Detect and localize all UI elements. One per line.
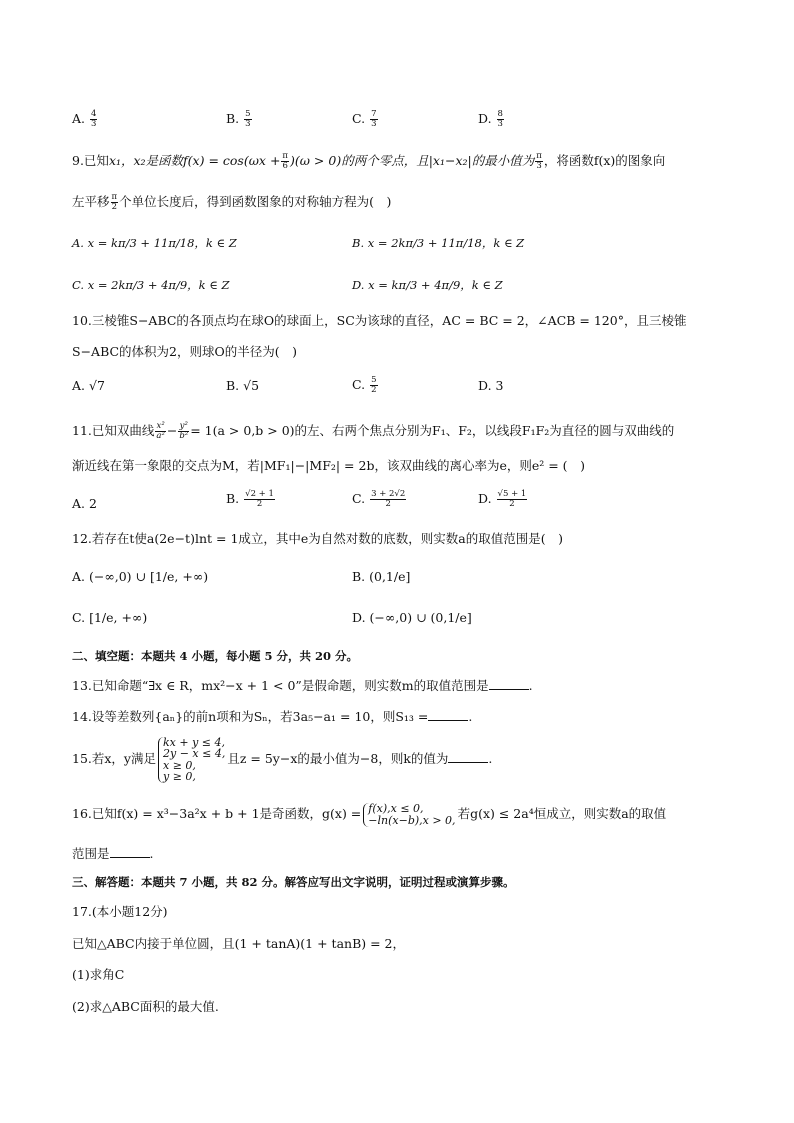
denominator: 2 — [371, 385, 377, 395]
q17-stem: 已知△ABC内接于单位圆，且(1 + tanA)(1 + tanB) = 2， — [72, 936, 406, 951]
section-3-heading: 三、解答题：本题共 7 小题，共 82 分。解答应写出文字说明，证明过程或演算步骤。 — [72, 875, 515, 889]
q13-text: 13.已知命题“∃x ∈ R，mx²−x + 1 < 0”是假命题，则实数m的取值范围是 — [72, 678, 489, 693]
numerator: π — [111, 192, 118, 202]
q10-option-d: D. 3 — [478, 378, 504, 393]
q11-option-a: A. 2 — [72, 496, 97, 511]
q13 — [72, 677, 533, 694]
denominator: 6 — [282, 161, 288, 171]
q15-prefix: 15.若x，y满足 — [72, 751, 156, 766]
denominator: a² — [156, 431, 165, 441]
numerator: 5 — [245, 109, 251, 119]
piecewise-function — [363, 803, 455, 827]
period: . — [488, 751, 493, 766]
numerator: 8 — [497, 109, 503, 119]
q9-function: x₁，x₂是函数f(x) = cos(ωx + — [108, 153, 281, 168]
q9-line2-suffix: 个单位长度后，得到函数图象的对称轴方程为( ) — [119, 194, 392, 209]
q9-prefix: 9.已知 — [72, 153, 109, 168]
q11-option-d — [478, 490, 528, 509]
q8-option-d — [478, 110, 505, 129]
answer-blank — [489, 677, 529, 690]
fraction — [155, 422, 165, 441]
numerator: 3 + 2√2 — [371, 489, 406, 499]
denominator: 3 — [91, 119, 97, 129]
constraint-4: y ≥ 0, — [163, 770, 196, 783]
option-label: D. — [478, 491, 492, 506]
constraint-3: x ≥ 0, — [163, 758, 196, 772]
q9-stem-line1 — [72, 152, 665, 171]
period: . — [468, 709, 473, 724]
option-label: B. — [226, 491, 240, 506]
q12-stem: 12.若存在t使a(2e−t)lnt = 1成立，其中e为自然对数的底数，则实数a的取值范围是( ) — [72, 531, 564, 546]
fraction — [497, 110, 504, 129]
section-2-heading: 二、填空题：本题共 4 小题，每小题 5 分，共 20 分。 — [72, 649, 359, 663]
q9-option-a: A. x = kπ/3 + 11π/18，k ∈ Z — [72, 236, 237, 250]
q17-title: 17.(本小题12分) — [72, 904, 168, 919]
q9-option-c: C. x = 2kπ/3 + 4π/9，k ∈ Z — [72, 278, 230, 292]
fraction — [244, 490, 275, 509]
answer-blank — [428, 708, 468, 721]
q11-suffix: = 1(a > 0,b > 0)的左、右两个焦点分别为F₁、F₂，以线段F₁F₂为直径的圆与双曲线的 — [190, 423, 675, 438]
fraction — [90, 110, 97, 129]
constraint-2: 2y − x ≤ 4, — [163, 747, 226, 760]
denominator: 3 — [371, 119, 377, 129]
option-label: D. — [478, 111, 492, 126]
option-label: C. — [352, 111, 366, 126]
q12-option-a: A. (−∞,0) ∪ [1/e, +∞) — [72, 569, 209, 584]
q8-option-c — [352, 110, 379, 129]
period: . — [149, 846, 154, 861]
numerator: √2 + 1 — [245, 489, 274, 499]
numerator: 5 — [371, 375, 377, 385]
q16-suffix: 若g(x) ≤ 2a⁴恒成立，则实数a的取值 — [457, 806, 667, 821]
answer-blank — [110, 845, 150, 858]
q11-stem-line1 — [72, 422, 674, 441]
answer-blank — [448, 750, 488, 763]
numerator: y² — [179, 421, 188, 431]
denominator: 2 — [385, 499, 391, 509]
q16-line1 — [72, 800, 666, 828]
denominator: 2 — [256, 499, 263, 509]
numerator: 7 — [371, 109, 377, 119]
denominator: b² — [179, 431, 189, 441]
fraction — [178, 422, 189, 441]
q9-line2-prefix: 左平移 — [72, 194, 110, 209]
option-label: C. — [352, 491, 366, 506]
q14-text: 14.设等差数列{aₙ}的前n项和为Sₙ，若3a₅−a₁ = 10，则S₁₃ = — [72, 709, 429, 724]
q9-option-b: B. x = 2kπ/3 + 11π/18，k ∈ Z — [352, 236, 525, 250]
q14 — [72, 708, 472, 725]
q9-stem-line2 — [72, 193, 391, 212]
fraction — [370, 376, 377, 395]
denominator: 3 — [497, 119, 503, 129]
constraint-1: kx + y ≤ 4, — [163, 735, 225, 749]
q10-option-c — [352, 376, 379, 395]
q10-option-b: B. √5 — [226, 378, 260, 393]
q10-option-a: A. √7 — [72, 378, 105, 393]
fraction — [370, 490, 406, 509]
q11-option-b — [226, 490, 276, 509]
q16-prefix: 16.已知f(x) = x³−3a²x + b + 1是奇函数，g(x) = — [72, 806, 362, 821]
minus-sign: − — [166, 423, 178, 438]
fraction — [281, 152, 289, 171]
q12-option-d: D. (−∞,0) ∪ (0,1/e] — [352, 610, 472, 625]
denominator: 3 — [245, 119, 251, 129]
q10-stem-line1: 10.三棱锥S−ABC的各顶点均在球O的球面上，SC为该球的直径，AC = BC = 2，∠ACB = 120°，且三棱锥 — [72, 313, 687, 328]
q16-line2 — [72, 845, 154, 862]
q15-suffix: 且z = 5y−x的最小值为−8，则k的值为 — [227, 751, 449, 766]
piece-1: f(x),x ≤ 0, — [368, 801, 424, 815]
q12-option-c: C. [1/e, +∞) — [72, 610, 148, 625]
q11-option-c — [352, 490, 407, 509]
option-label: B. — [226, 111, 240, 126]
q17-part2: (2)求△ABC面积的最大值. — [72, 999, 219, 1014]
period: . — [528, 678, 533, 693]
denominator: 2 — [111, 202, 118, 212]
q9-option-d: D. x = kπ/3 + 4π/9，k ∈ Z — [352, 278, 503, 292]
fraction — [370, 110, 377, 129]
numerator: π — [282, 151, 289, 161]
numerator: 4 — [91, 109, 97, 119]
q11-prefix: 11.已知双曲线 — [72, 423, 155, 438]
q17-part1: (1)求角C — [72, 967, 125, 982]
fraction — [111, 193, 119, 212]
denominator: 3 — [536, 161, 542, 171]
q8-option-a — [72, 110, 98, 129]
q12-option-b: B. (0,1/e] — [352, 569, 411, 584]
piece-2: −ln(x−b),x > 0, — [368, 813, 456, 827]
numerator: π — [536, 151, 542, 161]
q10-stem-line2: S−ABC的体积为2，则球O的半径为( ) — [72, 344, 298, 359]
denominator: 2 — [509, 499, 515, 509]
q9-suffix: ，将函数f(x)的图象向 — [543, 153, 666, 168]
option-label: C. — [352, 377, 366, 392]
q15 — [72, 733, 492, 785]
q16-line2-text: 范围是 — [72, 846, 110, 861]
numerator: x² — [156, 421, 165, 431]
fraction — [497, 490, 528, 509]
fraction — [244, 110, 251, 129]
option-label: A. — [72, 111, 86, 126]
q8-option-b — [226, 110, 253, 129]
numerator: √5 + 1 — [497, 489, 527, 499]
q9-condition: )(ω > 0)的两个零点，且|x₁−x₂|的最小值为 — [290, 153, 535, 168]
fraction — [535, 152, 543, 171]
q11-stem-line2: 渐近线在第一象限的交点为M，若|MF₁|−|MF₂| = 2b，该双曲线的离心率为e，则e² = ( ) — [72, 458, 585, 473]
constraint-system — [158, 737, 225, 783]
